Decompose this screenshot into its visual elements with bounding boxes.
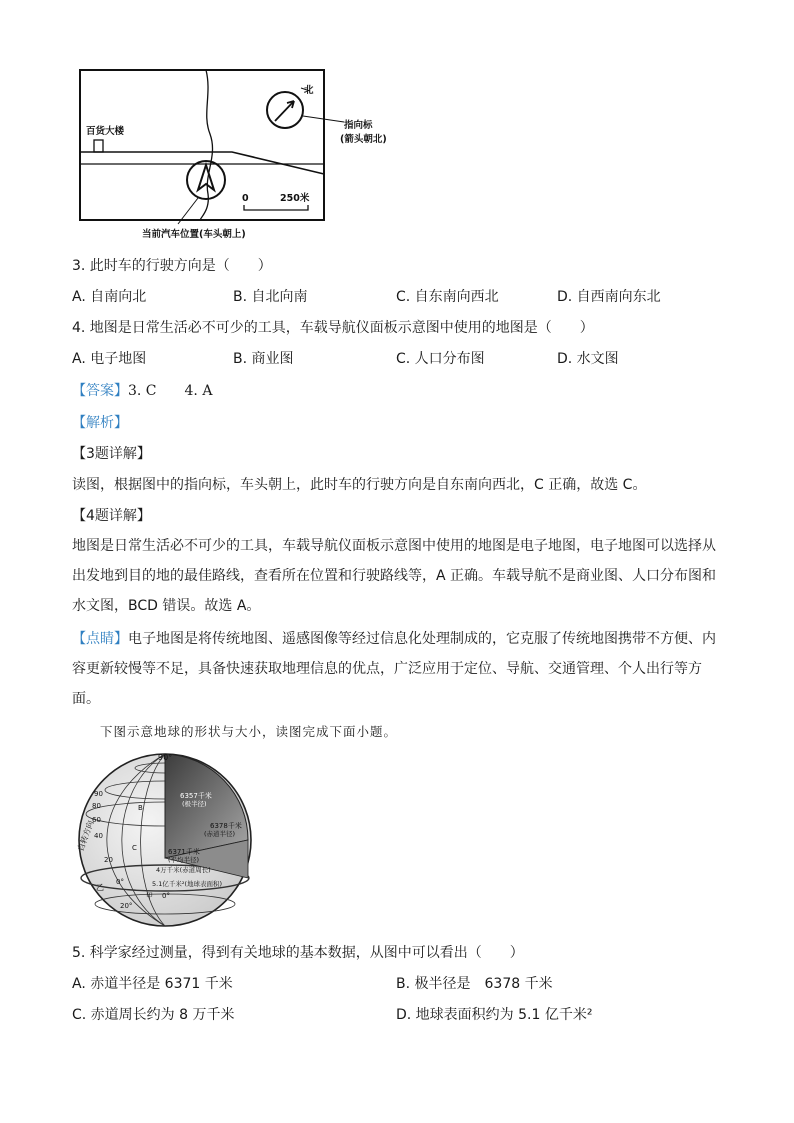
answer-text: 3. C 4. A [128,383,213,399]
q3-option-d[interactable]: D. 自西南向东北 [557,289,661,305]
point-yi-label: 乙 [96,883,104,892]
circumference-label: 4万千米(赤道周长) [156,866,211,874]
q4-option-b[interactable]: B. 商业图 [233,351,294,367]
pole-label: 90° [158,753,173,762]
scale-zero: 0 [242,193,249,204]
car-caption: 当前汽车位置(车头朝上) [142,229,246,240]
q4-option-a[interactable]: A. 电子地图 [72,351,147,367]
svg-text:(极半径): (极半径) [182,800,207,808]
compass-arrow-icon [275,101,294,121]
analysis-tag: 【解析】 [72,415,128,431]
q4-option-c[interactable]: C. 人口分布图 [396,351,485,367]
meridian-label: 0° [162,892,170,900]
q5-stem: 5. 科学家经过测量，得到有关地球的基本数据，从图中可以看出（ ） [72,945,524,961]
q3-option-a[interactable]: A. 自南向北 [72,289,147,305]
car-arrow-icon [198,165,214,190]
q3-stem: 3. 此时车的行驶方向是（ ） [72,258,272,274]
road-upper-edge [80,152,324,174]
point-jia-label: 甲 [146,892,153,900]
key-point-tag: 【点睛】 [72,631,128,647]
q5-option-d[interactable]: D. 地球表面积约为 5.1 亿千米² [396,1007,593,1023]
navigation-map-svg [72,64,412,244]
building-icon [94,140,103,152]
key-point: 【点睛】电子地图是将传统地图、遥感图像等经过信息化处理制成的，它克服了传统地图携带不方便、内 容更新较慢等不足，具备快速获取地理信息的优点，广泛应用于定位、导航、交通管理、个人出行等方 面。 [72,631,716,707]
svg-text:40: 40 [94,832,103,840]
svg-text:20°: 20° [120,902,133,910]
q4-detail-text: 地图是日常生活必不可少的工具，车载导航仪面板示意图中使用的地图是电子地图，电子地图可以选择从 出发地到目的地的最佳路线，查看所在位置和行驶路线等，A 正确。车载导航不是商业图、人口分布图和 水文图，BCD 错误。故选 A。 [72,538,717,614]
north-label: 北 [304,85,314,96]
svg-text:20: 20 [104,856,113,864]
q3-detail-heading: 【3题详解】 [72,446,151,462]
q3-detail-text: 读图，根据图中的指向标，车头朝上，此时车的行驶方向是自东南向西北，C 正确，故选 C。 [72,477,647,493]
rotation-label: 自转方向 [76,819,96,853]
q4-detail-heading: 【4题详解】 [72,508,151,524]
q4-option-d[interactable]: D. 水文图 [557,351,619,367]
mean-radius-label: 6371千米 [168,848,200,856]
polar-radius-label: 6357千米 [180,792,212,800]
scale-value: 250米 [280,193,310,204]
earth-globe-figure [70,748,260,934]
svg-text:(平均半径): (平均半径) [168,856,200,864]
equator-radius-label: 6378千米 [210,822,242,830]
q3-option-b[interactable]: B. 自北向南 [233,289,308,305]
answer-tag: 【答案】 [72,383,128,399]
indicator-note: (箭头朝北) [340,134,387,145]
svg-text:0°: 0° [116,878,124,886]
store-label: 百货大楼 [86,126,125,137]
svg-text:90: 90 [94,790,103,798]
surface-area-label: 5.1亿千米²(地球表面积) [152,880,223,888]
point-b-label: B [138,804,143,812]
svg-text:80: 80 [92,802,101,810]
globe-intro: 下图示意地球的形状与大小，读图完成下面小题。 [100,724,398,739]
svg-text:60: 60 [92,816,101,824]
q5-option-b[interactable]: B. 极半径是 6378 千米 [396,976,553,992]
navigation-map-figure [72,64,412,244]
indicator-label: 指向标 [344,120,373,131]
svg-text:(赤道半径): (赤道半径) [204,830,236,838]
answer-line [72,380,212,400]
q5-option-a[interactable]: A. 赤道半径是 6371 千米 [72,976,233,992]
scale-bar [244,205,308,210]
q5-option-c[interactable]: C. 赤道周长约为 8 万千米 [72,1007,235,1023]
q4-stem: 4. 地图是日常生活必不可少的工具，车载导航仪面板示意图中使用的地图是（ ） [72,320,594,336]
earth-globe-svg [70,748,260,934]
point-c-label: C [132,844,137,852]
q3-option-c[interactable]: C. 自东南向西北 [396,289,499,305]
